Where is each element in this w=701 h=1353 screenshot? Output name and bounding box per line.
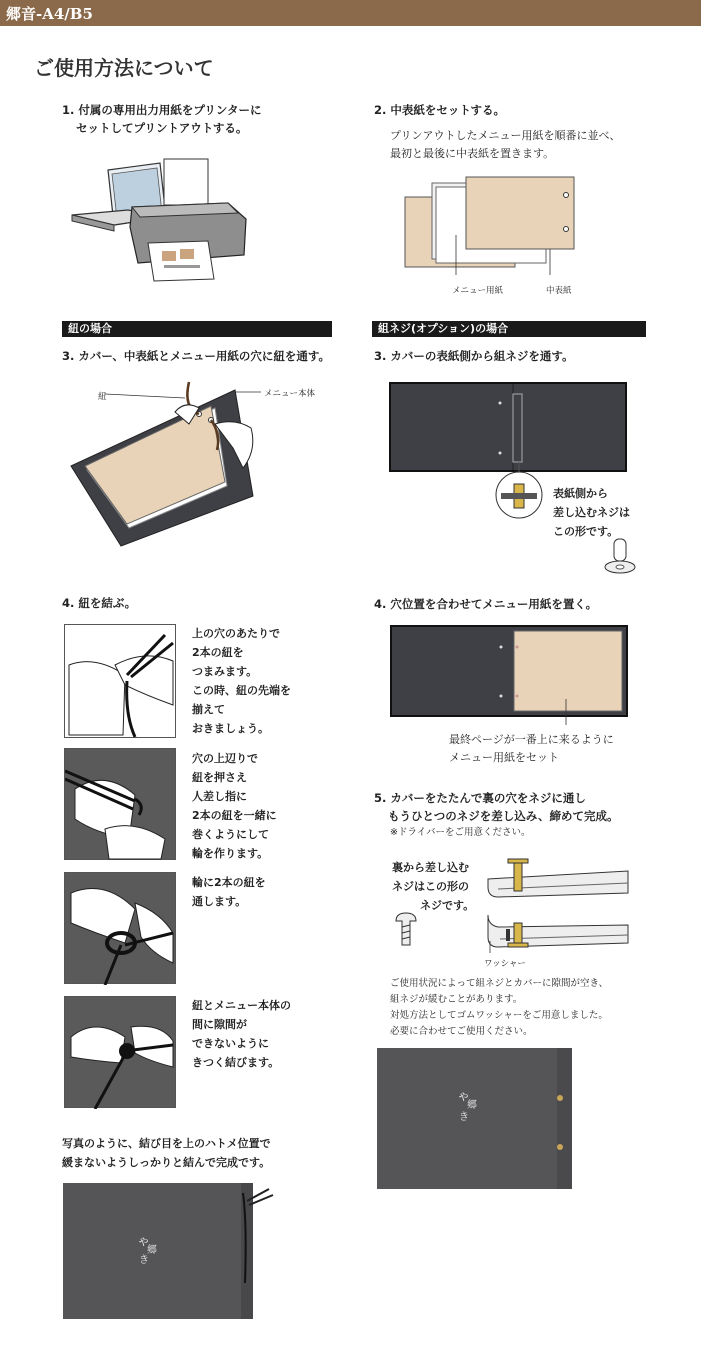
step1-line1: 1. 付属の専用出力用紙をプリンターに	[62, 103, 262, 117]
step5-line1: 5. カバーをたたんで裏の穴をネジに通し	[374, 791, 586, 805]
screw-front-line3: この形です。	[553, 525, 619, 538]
finished-string-photo	[63, 1183, 278, 1321]
loosening-notes: ご使用状況によって組ネジとカバーに隙間が空き、 組ネジが緩むことがあります。 対処方法としてゴムワッシャーをご用意しました。 必要に合わせてご使用ください。	[390, 978, 609, 1037]
cover-sheet-illustration	[400, 175, 590, 280]
tie-step2-illustration	[64, 748, 176, 860]
back-screw-line1: 裏から差し込む	[392, 861, 469, 874]
svg-text:き: き	[139, 1255, 149, 1266]
svg-text:郷: 郷	[147, 1245, 157, 1256]
tie-step4-illustration	[64, 996, 176, 1108]
finished-screw-photo	[377, 1048, 573, 1190]
section-string: 紐の場合	[62, 321, 332, 337]
printer-illustration	[68, 155, 253, 285]
tie-step3-text: 輪に2本の紐を 通します。	[192, 876, 266, 908]
string-final-line1: 写真のように、結び目を上のハトメ位置で	[62, 1137, 271, 1150]
step4-screw-title: 4. 穴位置を合わせてメニュー用紙を置く。	[374, 597, 598, 611]
step5-line2: もうひとつのネジを差し込み、締めて完成。	[388, 809, 619, 823]
page-title: ご使用方法について	[34, 56, 214, 80]
step5-note: ※ドライバーをご用意ください。	[390, 827, 531, 838]
svg-text:ゃ: ゃ	[457, 1089, 471, 1104]
tie-step1-text: 上の穴のあたりで 2本の紐を つまみます。 この時、紐の先端を 揃えて おきましょう。	[192, 627, 291, 735]
step2-line2: 最初と最後に中表紙を置きます。	[390, 147, 555, 160]
align-paper-illustration	[390, 625, 630, 725]
svg-text:き: き	[459, 1112, 469, 1123]
tie-step1-illustration	[64, 624, 176, 738]
back-screw-line3: ネジです。	[420, 899, 475, 912]
step2-line1: プリンアウトしたメニュー用紙を順番に並べ、	[390, 129, 621, 142]
step4-string-title: 4. 紐を結ぶ。	[62, 596, 137, 610]
section-screw: 組ネジ(オプション)の場合	[372, 321, 646, 337]
back-screw-line2: ネジはこの形の	[392, 880, 469, 893]
label-menu-body: メニュー本体	[264, 389, 316, 399]
svg-text:郷: 郷	[467, 1100, 477, 1111]
screw-front-line1: 表紙側から	[553, 487, 608, 500]
align-line1: 最終ページが一番上に来るように	[449, 733, 614, 746]
step3-screw-title: 3. カバーの表紙側から組ネジを通す。	[374, 349, 574, 363]
tie-step4-text: 紐とメニュー本体の 間に隙間が できないように きつく結びます。	[192, 999, 291, 1069]
label-string: 紐	[98, 392, 107, 402]
step1-line2: セットしてプリントアウトする。	[76, 121, 248, 135]
front-screw-icon	[602, 535, 638, 579]
label-inner-cover: 中表紙	[546, 286, 572, 296]
tie-step3-illustration	[64, 872, 176, 984]
step3-string-title: 3. カバー、中表紙とメニュー用紙の穴に紐を通す。	[62, 349, 330, 363]
align-line2: メニュー用紙をセット	[449, 751, 559, 764]
header-bar	[0, 0, 701, 26]
screw-assembly-illustration	[388, 855, 633, 970]
svg-text:ゃ: ゃ	[137, 1234, 151, 1249]
string-threading-illustration	[65, 378, 265, 548]
string-final-line2: 緩まないようしっかりと結んで完成です。	[62, 1156, 271, 1169]
label-menu-paper: メニュー用紙	[452, 286, 504, 296]
label-washer: ワッシャー	[484, 959, 526, 969]
step2-title: 2. 中表紙をセットする。	[374, 103, 506, 117]
header-title: 郷音-A4/B5	[6, 5, 93, 23]
screw-front-line2: 差し込むネジは	[553, 506, 630, 519]
tie-step2-text: 穴の上辺りで 紐を押さえ 人差し指に 2本の紐を一緒に 巻くようにして 輪を作ります。	[192, 752, 277, 860]
